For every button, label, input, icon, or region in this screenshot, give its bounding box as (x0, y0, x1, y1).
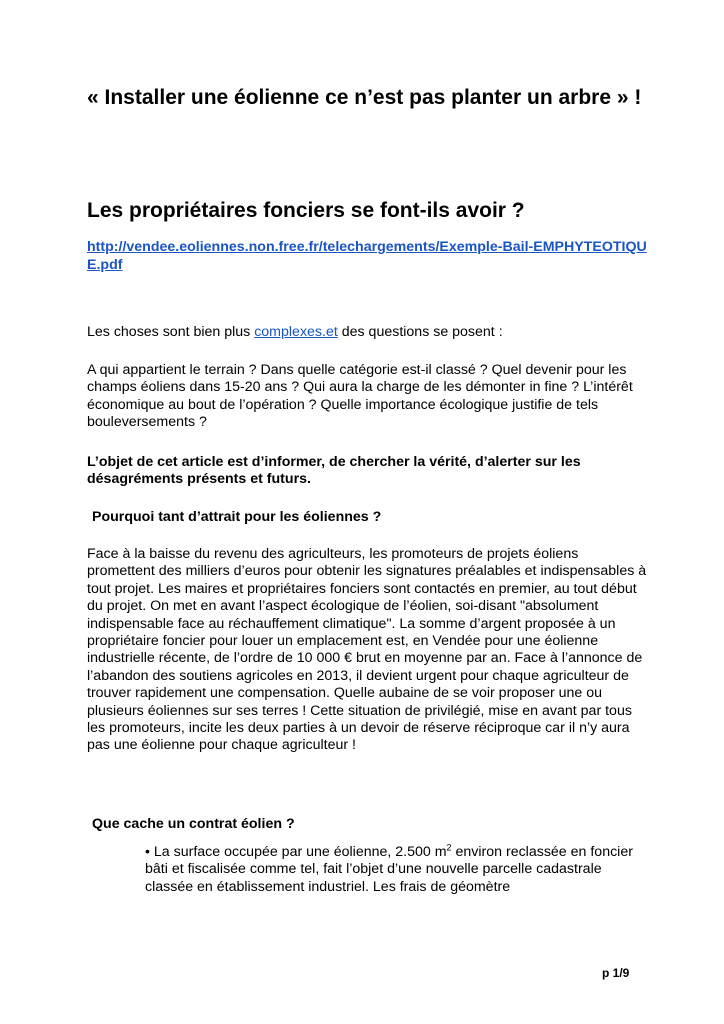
section-body-attrait: Face à la baisse du revenu des agriculteurs, les promoteurs de projets éoliens promettent des milliers d’euros pour obtenir les signatures préalables et indispensables à tout projet. Les maires et propriétaires fonciers sont contactés en premier, au tout début du projet. On met en avant l’aspect écologique de l’éolien, soi-disant "absolument indispensable face au réchauffement climatique". La somme d’argent proposée à un propriétaire foncier pour louer un emplacement est, en Vendée pour une éolienne industrielle récente, de l’ordre de 10 000 € brut en moyenne par an. Face à l’annonce de l’abandon des soutiens agricoles en 2013, il devient urgent pour chaque agriculteur de trouver rapidement une compensation. Quelle aubaine de se voir proposer une ou plusieurs éoliennes sur ses terres ! Cette situation de privilégié, mise en avant par tous les promoteurs, incite les deux parties à un devoir de réserve réciproque car il n’y aura pas une éolienne pour chaque agriculteur ! (87, 546, 647, 754)
bullet-item-surface (145, 844, 645, 896)
intro-text-after: des questions se posent : (337, 324, 503, 340)
section-heading-contrat: Que cache un contrat éolien ? (92, 816, 295, 832)
complexes-link[interactable]: complexes.et (254, 324, 338, 340)
article-title: « Installer une éolienne ce n’est pas planter un arbre » ! (87, 86, 642, 109)
objective-paragraph: L’objet de cet article est d’informer, de chercher la vérité, d’alerter sur les désagréments présents et futurs. (87, 454, 581, 488)
section-heading-attrait: Pourquoi tant d’attrait pour les éoliennes ? (92, 509, 382, 525)
questions-paragraph: A qui appartient le terrain ? Dans quelle catégorie est-il classé ? Quel devenir pour les champs éoliens dans 15-20 ans ? Qui aura la charge de les démonter in fine ? L’intérêt économique au bout de l’opération ? Quelle importance écologique justifie de tels bouleversements ? (87, 362, 633, 431)
bullet-marker: • (145, 844, 150, 860)
bullet-text-after: environ reclassée en foncier bâti et fiscalisée comme tel, fait l’objet d’une nouvelle parcelle cadastrale classée en établissement industriel. Les frais de géomètre (145, 844, 633, 895)
intro-text-before: Les choses sont bien plus (87, 324, 255, 340)
superscript-2: 2 (446, 842, 452, 853)
page-number: p 1/9 (602, 966, 630, 980)
intro-paragraph (87, 324, 647, 341)
pdf-link[interactable]: http://vendee.eoliennes.non.free.fr/telechargements/Exemple-Bail-EMPHYTEOTIQUE.pdf (87, 239, 647, 273)
bullet-text-before: La surface occupée par une éolienne, 2.500 m (149, 844, 447, 860)
article-subtitle: Les propriétaires fonciers se font-ils avoir ? (87, 199, 525, 222)
